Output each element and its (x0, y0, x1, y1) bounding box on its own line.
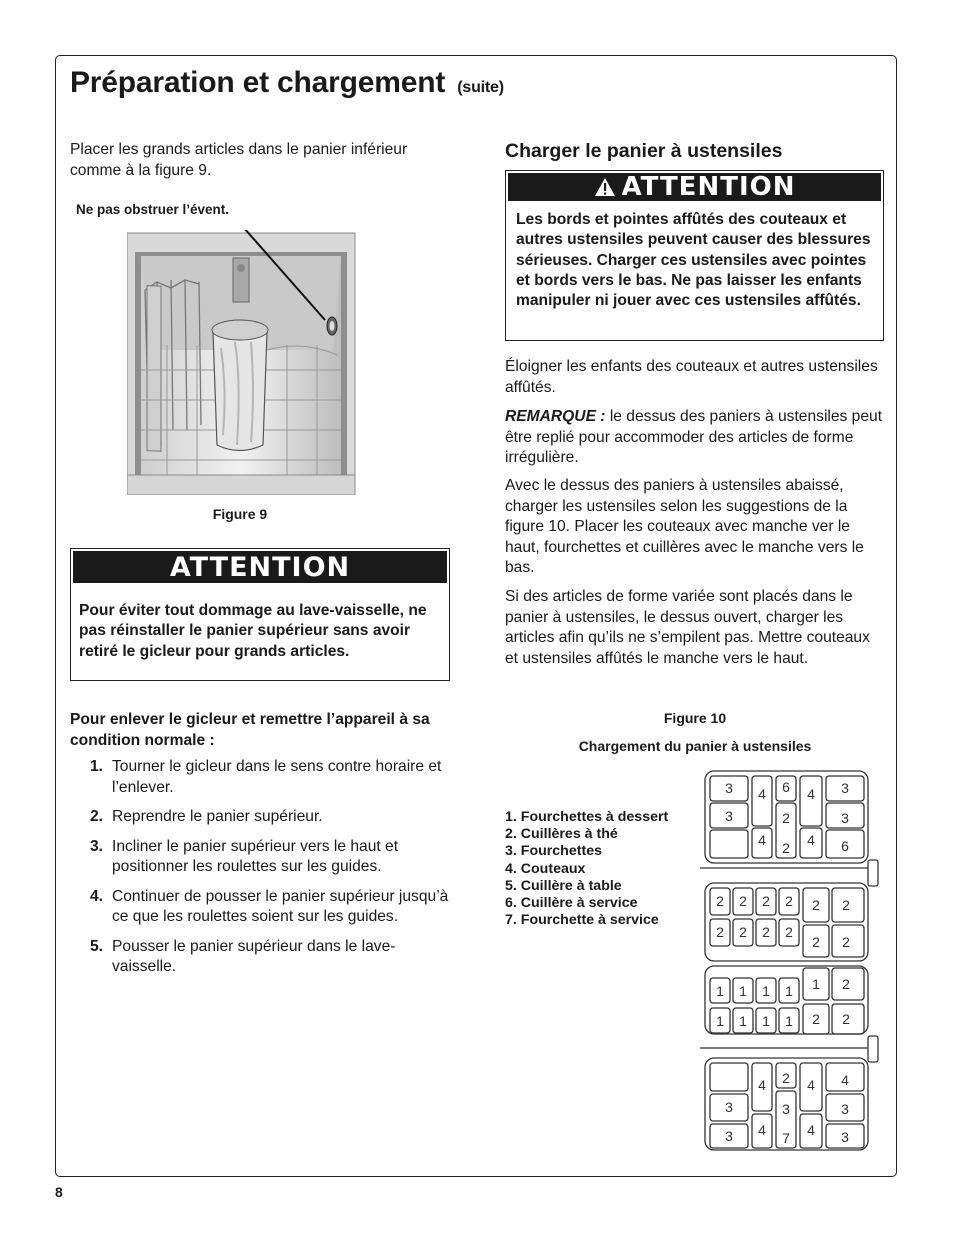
attention-text-right: Les bords et pointes affûtés des couteaux et autres ustensiles peuvent causer des blessures sérieuses. Charger ces ustensiles avec pointes et bords vers le bas. Ne pas laisser les enfants manipuler ni jouer avec ces ustensiles affûtés. (516, 211, 871, 310)
basket-number: 4 (807, 786, 815, 802)
attention-box-left (70, 548, 450, 681)
basket-number: 2 (762, 893, 770, 909)
basket-number: 4 (758, 1077, 766, 1093)
tall-vase (212, 320, 268, 451)
basket-number: 2 (782, 1070, 790, 1086)
basket-number: 1 (716, 1013, 724, 1029)
warning-triangle-icon (594, 177, 616, 197)
basket-number: 2 (812, 897, 820, 913)
basket-number: 2 (842, 897, 850, 913)
paragraph: Éloigner les enfants des couteaux et autres ustensiles affûtés. (505, 358, 878, 396)
paragraph: Avec le dessus des paniers à ustensiles abaissé, charger les ustensiles selon les suggestions de la figure 10. Placer les couteaux avec manche ver le haut, fourchettes et cuillères avec le manche vers le bas. (505, 477, 864, 576)
legend-item: 1. Fourchettes à dessert (505, 809, 669, 825)
basket-number: 3 (841, 810, 849, 826)
page-number: 8 (55, 1184, 63, 1200)
basket-number: 4 (758, 786, 766, 802)
basket-number: 1 (762, 1013, 770, 1029)
basket-number: 1 (785, 1013, 793, 1029)
basket-number: 2 (762, 924, 770, 940)
basket-number: 1 (785, 983, 793, 999)
basket-number: 1 (739, 1013, 747, 1029)
basket-number: 3 (841, 780, 849, 796)
legend-item: 2. Cuillères à thé (505, 826, 618, 843)
legend-item: 6. Cuillère à service (505, 895, 638, 912)
figure-9-dishwasher-illustration (127, 230, 357, 495)
basket-number: 3 (725, 1099, 733, 1115)
basket-number: 1 (812, 976, 820, 992)
basket-number: 4 (807, 1122, 815, 1138)
basket-number: 4 (807, 1077, 815, 1093)
figure-10-caption: Figure 10 (663, 710, 727, 726)
basket-number: 2 (785, 893, 793, 909)
basket-number: 2 (842, 1011, 850, 1027)
basket-number: 2 (785, 924, 793, 940)
attention-header-right: ATTENTION (508, 173, 881, 201)
basket-number: 3 (725, 808, 733, 824)
legend-item: 4. Couteaux (505, 860, 586, 877)
basket-number: 4 (758, 832, 766, 848)
basket-number: 6 (841, 838, 849, 854)
vent-label: Ne pas obstruer l’évent. (76, 202, 230, 217)
attention-header-left: ATTENTION (73, 551, 447, 583)
list-item: 1. Tourner le gicleur dans le sens contre horaire et l’enlever. (90, 758, 442, 796)
basket-number: 3 (725, 780, 733, 796)
basket-number: 2 (782, 810, 790, 826)
basket-number: 3 (725, 1128, 733, 1144)
basket-number: 2 (739, 893, 747, 909)
basket-number: 4 (807, 832, 815, 848)
basket-number: 4 (758, 1122, 766, 1138)
section-heading: Charger le panier à ustensiles (505, 140, 783, 162)
legend-item: 3. Fourchettes (505, 843, 602, 860)
list-item: 3. Incliner le panier supérieur vers le haut et positionner les roulettes sur les guides. (90, 837, 399, 875)
legend-item: 5. Cuillère à table (505, 877, 622, 894)
title-suite: (suite) (457, 79, 504, 96)
basket-number: 3 (841, 1101, 849, 1117)
basket-number: 1 (716, 983, 724, 999)
utensil-legend (505, 809, 668, 929)
procedure-steps (70, 757, 450, 987)
figure-10-subtitle: Chargement du panier à ustensiles (578, 738, 812, 754)
vent-icon (327, 317, 337, 335)
intro-paragraph: Placer les grands articles dans le panier inférieur comme à la figure 9. (70, 141, 408, 179)
list-item: 2. Reprendre le panier supérieur. (90, 808, 323, 825)
remark-label: REMARQUE : (505, 408, 606, 425)
page-title: Préparation et chargement (suite) (70, 66, 504, 99)
basket-number: 2 (782, 840, 790, 856)
basket-number: 2 (739, 924, 747, 940)
basket-tab (868, 1036, 878, 1062)
remark-paragraph: REMARQUE : le dessus des paniers à ustensiles peut être replié pour accommoder des articles de forme irrégulière. (505, 408, 883, 466)
basket-number: 3 (841, 1129, 849, 1145)
figure-9-caption: Figure 9 (212, 506, 268, 522)
basket-tab (868, 860, 878, 886)
basket-number: 2 (812, 934, 820, 950)
basket-number: 4 (841, 1072, 849, 1088)
basket-number: 1 (739, 983, 747, 999)
basket-number: 1 (762, 983, 770, 999)
procedure-heading: Pour enlever le gicleur et remettre l’appareil à sa condition normale : (70, 711, 430, 749)
basket-number: 2 (716, 924, 724, 940)
basket-number: 3 (782, 1101, 790, 1117)
basket-number: 2 (716, 893, 724, 909)
list-item: 4. Continuer de pousser le panier supérieur jusqu’à ce que les roulettes soient sur les guides. (90, 887, 449, 925)
list-item: 5. Pousser le panier supérieur dans le lave-vaisselle. (90, 937, 396, 975)
legend-item: 7. Fourchette à service (505, 912, 659, 929)
attention-text-left: Pour éviter tout dommage au lave-vaisselle, ne pas réinstaller le panier supérieur sans avoir retiré le gicleur pour grands articles. (79, 602, 427, 660)
paragraph: Si des articles de forme variée sont placés dans le panier à ustensiles, le dessus ouvert, charger les articles afin qu’ils ne s’empilent pas. Mettre couteaux et ustensiles affûtés le manche vers le haut. (505, 588, 870, 667)
attention-box-right (505, 170, 884, 341)
basket-number: 2 (842, 976, 850, 992)
basket-number: 2 (812, 1011, 820, 1027)
figure-10-basket-diagram (700, 768, 885, 1155)
basket-number: 6 (782, 779, 790, 795)
basket-number: 7 (782, 1130, 790, 1146)
basket-number: 2 (842, 934, 850, 950)
